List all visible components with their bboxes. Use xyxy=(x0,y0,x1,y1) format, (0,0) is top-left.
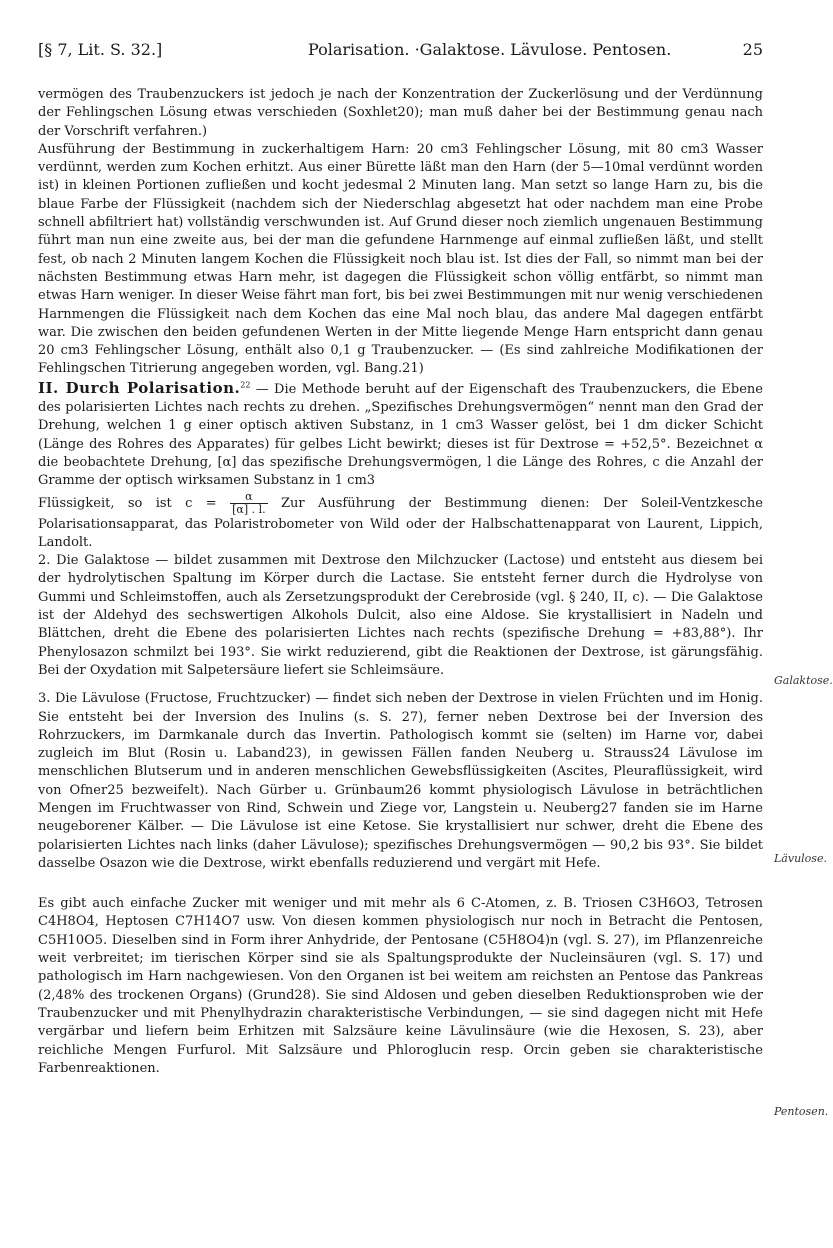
paragraph-fehling-note: vermögen des Traubenzuckers ist jedoch je nach der Konzentration der Zuckerlösung und der Verdünnung der Fehlingschen Lösung etwas verschieden (Soxhlet20); man muß daher bei der Bestimmung genau nach der Vorschrift verfahren.) xyxy=(38,87,763,139)
paragraph-ausfuehrung: Ausführung der Bestimmung in zuckerhaltigem Harn: 20 cm3 Fehlingscher Lösung, mit 80 cm3 Wasser verdünnt, werden zum Kochen erhitzt. Aus einer Bürette läßt man den Harn (der 5—10mal verdünnt worden ist) in kleinen Portionen zufließen und kocht jedesmal 2 Minuten lang. Man setzt so lange Harn zu, bis die blaue Farbe der Flüssigkeit (nachdem sich der Niederschlag abgesetzt hat oder nachdem man eine Probe schnell abfiltriert hat) vollständig verschwunden ist. Auf Grund dieser noch ziemlich ungenauen Bestimmung führt man nun eine zweite aus, bei der man die gefundene Harnmenge auf einmal zufließen läßt, und stellt fest, ob nach 2 Minuten langem Kochen die Flüssigkeit noch blau ist. Ist dies der Fall, so nimmt man bei der nächsten Bestimmung etwas Harn mehr, ist dagegen die Flüssigkeit schon völlig entfärbt, so nimmt man etwas Harn weniger. In dieser Weise fährt man fort, bis bei zwei Bestimmungen mit nur wenig verschiedenen Harnmengen die Flüssigkeit nach dem Kochen das eine Mal noch blau, das andere Mal dagegen entfärbt war. Die zwischen den beiden gefundenen Werten in der Mitte liegende Menge Harn entspricht dann genau 20 cm3 Fehlingscher Lösung, enthält also 0,1 g Traubenzucker. — (Es sind zahlreiche Modifikationen der Fehlingschen Titrierung angegeben worden, vgl. Bang.21) xyxy=(38,141,763,377)
concentration-formula xyxy=(230,491,268,516)
formula-numerator: α xyxy=(230,491,268,504)
formula-suffix: Zur Ausführung der Bestimmung dienen: Der Soleil-Ventzkesche Polarisationsapparat, das Polaristrobometer von Wild oder der Halbschattenapparat von Laurent, Lippich, Landolt. xyxy=(38,495,763,550)
polarisation-text: — Die Methode beruht auf der Eigenschaft des Traubenzuckers, die Ebene des polarisierten Lichtes nach rechts zu drehen. „Spezifisches Drehungsvermögen“ nennt man den Grad der Drehung, welchen 1 g einer optisch aktiven Substanz, in 1 cm3 Wasser gelöst, bei 1 dm dicker Schicht (Länge des Rohres des Apparates) für gelbes Licht bewirkt; dieses ist für Dextrose = +52,5°. Bezeichnet α die beobachtete Drehung, [α] das spezifische Drehungsvermögen, l die Länge des Rohres, c die Anzahl der Gramme der optisch wirksamen Substanz in 1 cm3 xyxy=(38,381,763,489)
header-section-ref: [§ 7, Lit. S. 32.] xyxy=(38,40,163,59)
header-title: Polarisation. ·Galaktose. Lävulose. Pentosen. xyxy=(308,40,672,59)
page-number: 25 xyxy=(742,40,763,59)
paragraph-galaktose: 2. Die Galaktose — bildet zusammen mit Dextrose den Milchzucker (Lactose) und entsteht aus diesem bei der hydrolytischen Spaltung im Körper durch die Lactase. Sie entsteht ferner durch die Hydrolyse von Gummi und Schleimstoffen, auch als Zersetzungsprodukt der Cerebroside (vgl. § 240, II, c). — Die Galaktose ist der Aldehyd des sechswertigen Alkohols Dulcit, also eine Aldose. Sie krystallisiert in Nadeln und Blättchen, dreht die Ebene des polarisierten Lichtes nach rechts (spezifische Drehung = +83,88°). Ihr Phenylosazon schmilzt bei 193°. Sie wirkt reduzierend, gibt die Reaktionen der Dextrose, ist gärungsfähig. Bei der Oxydation mit Salpetersäure liefert sie Schleimsäure. xyxy=(38,553,763,678)
footnote-ref: 22 xyxy=(240,380,251,390)
paragraph-laevulose: 3. Die Lävulose (Fructose, Fruchtzucker) — findet sich neben der Dextrose in vielen Früchten und im Honig. Sie entsteht bei der Inversion des Inulins (s. S. 27), ferner neben Dextrose bei der Inversion des Rohrzuckers, im Darmkanale durch das Invertin. Pathologisch kommt sie (selten) im Harne vor, dabei zugleich im Blut (Rosin u. Laband23), in gewissen Fällen fanden Neuberg u. Strauss24 Lävulose im menschlichen Blutserum und in anderen menschlichen Gewebsflüssigkeiten (Ascites, Pleuraflüssigkeit, wird von Ofner25 bezweifelt). Nach Gürber u. Grünbaum26 kommt physiologisch Lävulose in beträchtlichen Mengen im Fruchtwasser von Rind, Schwein und Ziege vor, Langstein u. Neuberg27 fanden sie im Harne neugeborener Kälber. — Die Lävulose ist eine Ketose. Sie krystallisiert nur schwer, dreht die Ebene des polarisierten Lichtes nach links (daher Lävulose); spezifisches Drehungsvermögen — 90,2 bis 93°. Sie bildet dasselbe Osazon wie die Dextrose, wirkt ebenfalls reduzierend und vergärt mit Hefe. xyxy=(38,691,763,871)
margin-note-pentosen: Pentosen. xyxy=(774,1105,829,1118)
margin-note-galaktose: Galaktose. xyxy=(774,674,833,687)
formula-denominator: [α] . l. xyxy=(232,502,266,516)
running-header xyxy=(38,40,763,64)
paragraph-polarisation xyxy=(38,379,763,491)
paragraph-pentosen: Es gibt auch einfache Zucker mit weniger und mit mehr als 6 C-Atomen, z. B. Triosen C3H6O3, Tetrosen C4H8O4, Heptosen C7H14O7 usw. Von diesen kommen physiologisch nur noch in Betracht die Pentosen, C5H10O5. Dieselben sind in Form ihrer Anhydride, der Pentosane (C5H8O4)n (vgl. S. 27), im Pflanzenreiche weit verbreitet; im tierischen Körper sind sie als Spaltungsprodukte der Nucleinsäuren (vgl. S. 17) und pathologisch im Harn nachgewiesen. Von den Organen ist bei weitem am reichsten an Pentose das Pankreas (2,48% des trockenen Organs) (Grund28). Sie sind Aldosen und geben dieselben Reduktionsproben wie der Traubenzucker und mit Phenylhydrazin charakteristische Verbindungen, — sie sind dagegen nicht mit Hefe vergärbar und liefern beim Erhitzen mit Salzsäure keine Lävulinsäure (wie die Hexosen, S. 23), aber reichliche Mengen Furfurol. Mit Salzsäure und Phloroglucin resp. Orcin geben sie charakteristische Farbenreaktionen. xyxy=(38,896,763,1076)
paragraph-formula xyxy=(38,491,763,553)
section-heading-polarisation: II. Durch Polarisation. xyxy=(38,378,241,397)
formula-prefix: Flüssigkeit, so ist c = xyxy=(38,495,217,511)
page-body xyxy=(38,86,763,1078)
margin-note-laevulose: Lävulose. xyxy=(774,852,827,865)
